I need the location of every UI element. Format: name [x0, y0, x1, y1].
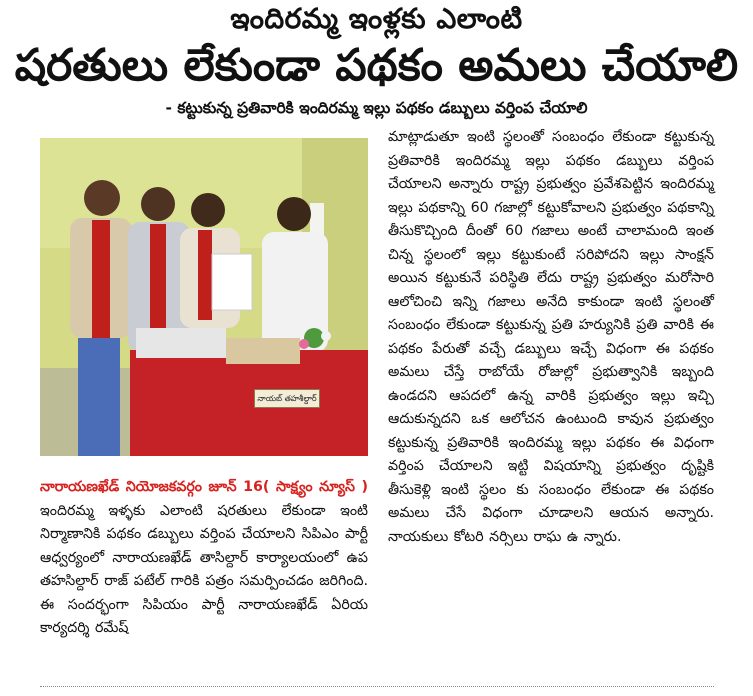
name-plate: నాయబ్ తహశీల్దార్: [254, 389, 320, 408]
article-headline: షరతులు లేకుండా పథకం అమలు చేయాలి: [14, 40, 739, 91]
article-subhead: - కట్టుకున్న ప్రతివారికి ఇందిరమ్మ ఇల్లు పథకం డబ్బులు వర్తింప చేయాలి: [165, 99, 588, 117]
article-kicker: ఇందిరమ్మ ఇంళ్లకు ఎలాంటి: [230, 2, 523, 35]
article-body-left-text: ఇందిరమ్మ ఇళ్ళకు ఎలాంటి షరతులు లేకుండా ఇంటి నిర్మాణానికి పథకం డబ్బులు వర్తింప చేయాలని సిపిఎం పార్టీ ఆధ్వర్యంలో నారాయణఖేడ్ తాసిల్దార్ కార్యాలయంలో ఉప తహసిల్దార్ రాజ్ పటేల్ గారికి పత్రం సమర్పించడం జరిగింది. ఈ సందర్భంగా సిపియం పార్టీ నారాయణఖేడ్ ఏరియ కార్యదర్శి రమేష్: [40, 502, 368, 636]
bottom-dotted-rule: [40, 686, 714, 687]
photo-illustration: [40, 138, 368, 456]
article-photo: [40, 138, 368, 456]
article-body-right-column: మాట్లాడుతూ ఇంటి స్థలంతో సంబంధం లేకుండా కట్టుకున్న ప్రతివారికి ఇందిరమ్మ ఇల్లు పథకం డబ్బులు వర్తింప చేయాలని అన్నారు రాష్ట్ర ప్రభుత్వం ప్రవేశపెట్టిన ఇందిరమ్మ ఇల్లు పథకాన్ని 60 గజాల్లో కట్టుకోవాలని ప్రభుత్వం పథకాన్ని తీసుకొచ్చింది దీంతో 60 గజాలు అంటే చాలామంది ఇంత చిన్న స్థలంలో ఇల్లు కట్టుకుంటే సరిపోదని ఇల్లు సాంక్షన్ అయిన కట్టుకునే పరిస్థితి లేదు రాష్ట్ర ప్రభుత్వం మరోసారి ఆలోచించి ఇన్ని గజాలు అనేది కాకుండా ఇంటి స్థలంతో సంబంధం లేకుండా కట్టుకున్న ప్రతి హర్యునికి ప్రతి వారికి ఈ పథకం పేరుతో వచ్చే డబ్బులు ఇచ్చే విధంగా ఈ పథకం అమలు చేస్తే రాబోయే రోజుల్లో ప్రభుత్వానికి ఇబ్బంది ఉండదని ఆపదలో ఉన్న వారికి ప్రభుత్వం ఇల్లు ఇచ్చి ఆదుకున్నదని ఒక ఆలోచన ఉంటుంది కావున ప్రభుత్వం కట్టుకున్న ప్రతివారికి ఇందిరమ్మ ఇల్లు పథకం ఈ విధంగా వర్తింప చేయాలని ఇట్టి విషయాన్ని ప్రభుత్వం దృష్టికి తీసుకెళ్లి ఇంటి స్థలం కు సంబంధం లేకుండా ఈ పథకం అమలు చేసే విధంగా చూడాలని ఆయన అన్నారు. నాయకులు కోటరి నర్సిలు రాఘ ఉ న్నారు.: [388, 129, 714, 545]
article-body-left-column: [40, 476, 368, 641]
article-dateline: నారాయణఖేడ్ నియోజకవర్గం జూన్ 16( సాక్ష్యం న్యూస్ ): [40, 479, 368, 495]
